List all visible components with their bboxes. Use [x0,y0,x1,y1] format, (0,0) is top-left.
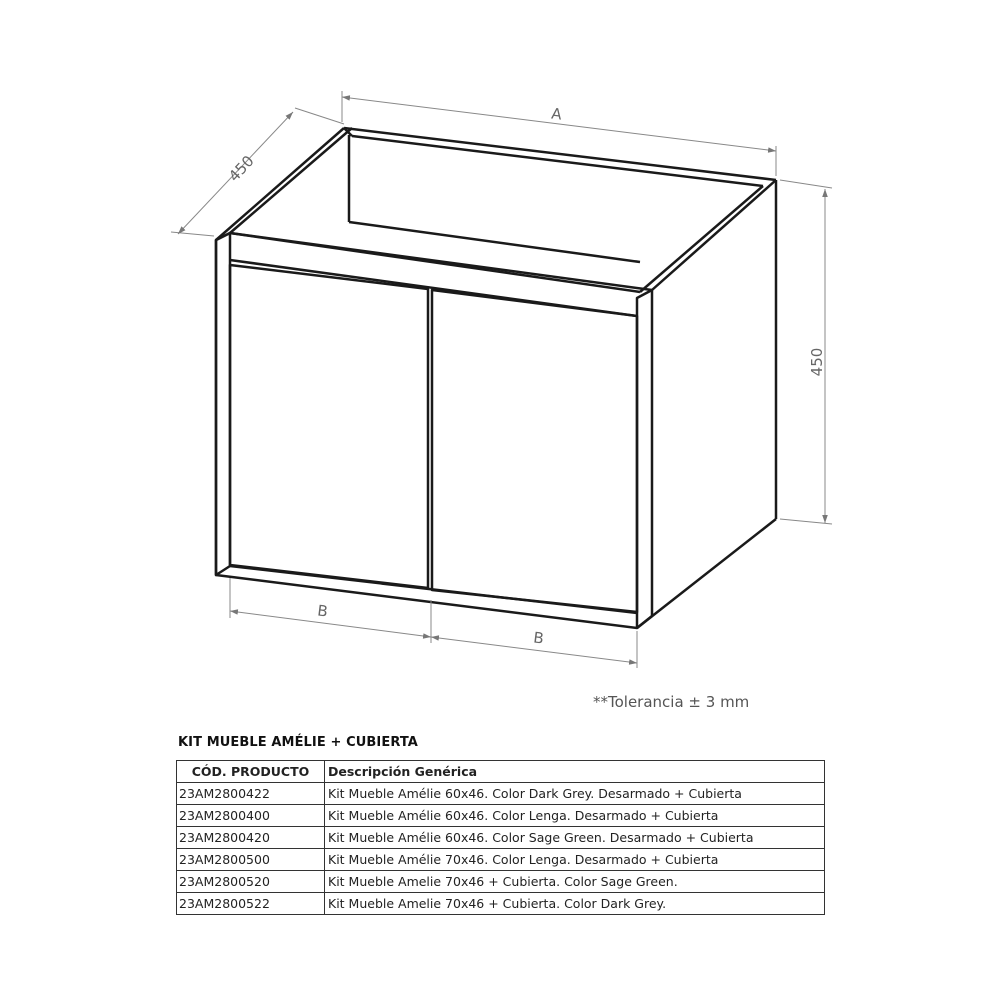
cabinet-outline [216,128,776,628]
product-code: 23AM2800520 [177,871,325,893]
left-door [230,265,428,588]
product-code: 23AM2800500 [177,849,325,871]
product-description: Kit Mueble Amélie 60x46. Color Lenga. Desarmado + Cubierta [325,805,825,827]
table-header-row [177,761,825,783]
door-left-label: B [316,601,329,621]
height-label: 450 [808,347,826,377]
product-description: Kit Mueble Amelie 70x46 + Cubierta. Color Dark Grey. [325,893,825,915]
table-row [177,783,825,805]
width-label: A [550,104,563,124]
table-row [177,827,825,849]
product-code: 23AM2800400 [177,805,325,827]
table-row [177,849,825,871]
right-door [432,290,637,612]
depth-label: 450 [224,151,258,186]
product-description: Kit Mueble Amélie 70x46. Color Lenga. Desarmado + Cubierta [325,849,825,871]
door-right-label: B [532,628,545,648]
product-description: Kit Mueble Amélie 60x46. Color Dark Grey. Desarmado + Cubierta [325,783,825,805]
left-side-panel [216,233,230,575]
kit-title: KIT MUEBLE AMÉLIE + CUBIERTA [178,735,418,750]
product-description: Kit Mueble Amelie 70x46 + Cubierta. Color Sage Green. [325,871,825,893]
door-left-dimension-line [230,611,431,637]
column-header-description: Descripción Genérica [325,761,825,783]
product-table [176,760,825,915]
column-header-code: CÓD. PRODUCTO [177,761,325,783]
table-row [177,805,825,827]
tolerance-note: **Tolerancia ± 3 mm [593,693,750,711]
table-row [177,893,825,915]
product-code: 23AM2800422 [177,783,325,805]
product-description: Kit Mueble Amélie 60x46. Color Sage Green. Desarmado + Cubierta [325,827,825,849]
product-code: 23AM2800522 [177,893,325,915]
front-frame [216,233,652,628]
product-code: 23AM2800420 [177,827,325,849]
table-row [177,871,825,893]
